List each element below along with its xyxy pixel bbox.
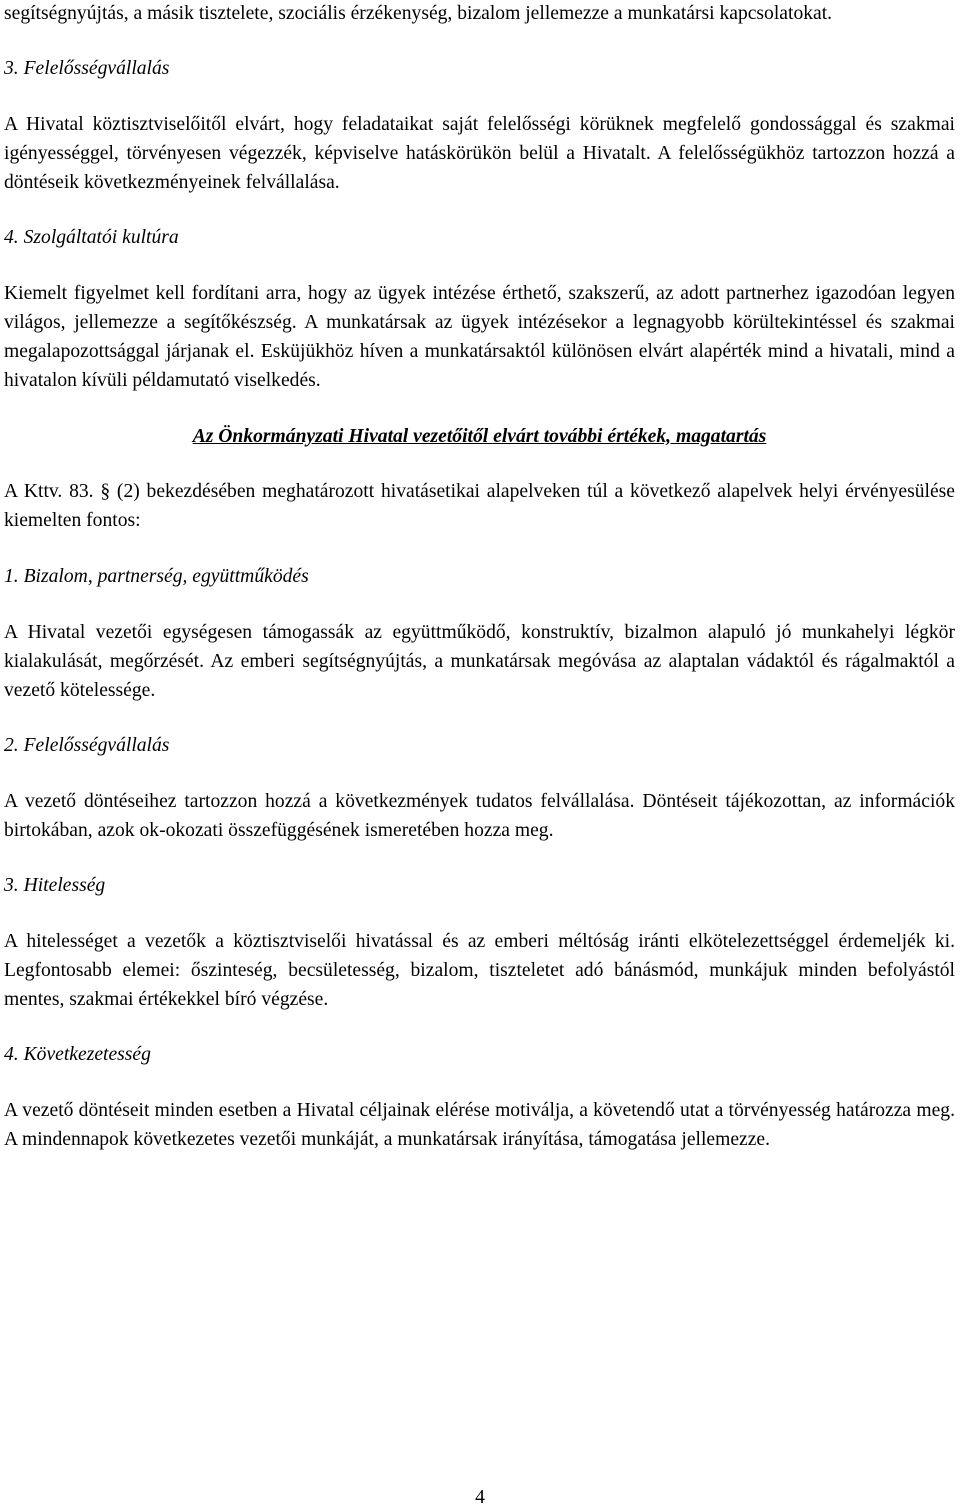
heading-bizalom: 1. Bizalom, partnerség, együttműködés	[4, 566, 309, 587]
paragraph-hitelesseg: A hitelességet a vezetők a köztisztviselői hivatással és az emberi méltóság iránti elkötelezettséggel érdemeljék ki. Legfontosabb elemei: őszinteség, becsületesség, bizalom, tiszteletet adó bánásmód, munkájuk minden befolyástól mentes, szakmai értékekkel bíró végzése.	[4, 931, 955, 1010]
paragraph-vezetoi-felelossegvallalas: A vezető döntéseihez tartozzon hozzá a következmények tudatos felvállalása. Döntéseit tájékozottan, az információk birtokában, azok ok-okozati összefüggésének ismeretében hozza meg.	[4, 791, 955, 841]
heading-szolgaltatoi-kultura: 4. Szolgáltatói kultúra	[4, 227, 179, 248]
paragraph-felelossegvallalas: A Hivatal köztisztviselőitől elvárt, hogy feladataikat saját felelősségi körüknek megfelelő gondossággal és szakmai igényességgel, törvényesen végezzék, képviselve hatáskörükön belül a Hivatalt. A felelősségükhöz tartozzon hozzá a döntéseik következményeinek felvállalása.	[4, 114, 955, 193]
heading-hitelesseg: 3. Hitelesség	[4, 875, 106, 896]
section-title: Az Önkormányzati Hivatal vezetőitől elvárt további értékek, magatartás	[192, 426, 767, 447]
paragraph-intro-fragment: segítségnyújtás, a másik tisztelete, szociális érzékenység, bizalom jellemezze a munkatársi kapcsolatokat.	[4, 3, 833, 24]
page-number: 4	[475, 1487, 485, 1508]
paragraph-szolgaltatoi-kultura: Kiemelt figyelmet kell fordítani arra, hogy az ügyek intézése érthető, szakszerű, az adott partnerhez igazodóan legyen világos, jellemezze a segítőkészség. A munkatársak az ügyek intézésekor a legnagyobb körültekintéssel és szakmai megalapozottsággal járjanak el. Esküjükhöz híven a munkatársaktól különösen elvárt alapérték mind a hivatali, mind a hivatalon kívüli példamutató viselkedés.	[4, 283, 955, 391]
document-page	[4, 0, 955, 1154]
paragraph-kovetkezetesseg: A vezető döntéseit minden esetben a Hivatal céljainak elérése motiválja, a követendő utat a törvényesség határozza meg. A mindennapok következetes vezetői munkáját, a munkatársak irányítása, támogatása jellemezze.	[4, 1100, 955, 1150]
paragraph-kttv-intro: A Kttv. 83. § (2) bekezdésében meghatározott hivatásetikai alapelveken túl a következő alapelvek helyi érvényesülése kiemelten fontos:	[4, 481, 955, 531]
heading-kovetkezetesseg: 4. Következetesség	[4, 1044, 151, 1065]
heading-felelossegvallalas: 3. Felelősségvállalás	[4, 58, 170, 79]
heading-vezetoi-felelossegvallalas: 2. Felelősségvállalás	[4, 735, 170, 756]
paragraph-bizalom: A Hivatal vezetői egységesen támogassák az együttműködő, konstruktív, bizalmon alapuló jó munkahelyi légkör kialakulását, megőrzését. Az emberi segítségnyújtás, a munkatársak megóvása az alaptalan vádaktól és rágalmaktól a vezető kötelessége.	[4, 622, 955, 701]
